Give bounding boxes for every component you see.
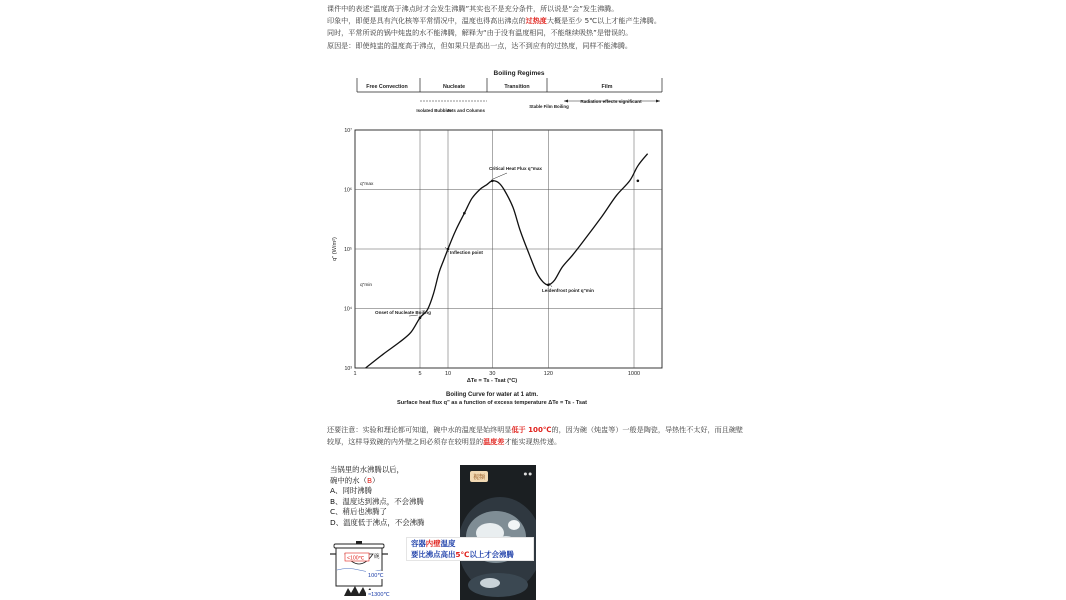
intro-line-1: 课件中的表述“温度高于沸点时才会发生沸腾”其实也不是充分条件，所以说是“会”发生沸腾。 xyxy=(327,4,619,13)
subregime-stable-film: Stable Film Boiling xyxy=(529,104,569,109)
water-temp-label: 100℃ xyxy=(368,573,384,579)
figure-caption-2: Surface heat flux q" as a function of excess temperature ΔTe = Ts - Tsat xyxy=(397,400,587,406)
y-marker-qmax: q"max xyxy=(360,182,374,187)
boiling-curve-line xyxy=(366,154,648,368)
x-tick-label: 1 xyxy=(353,371,357,377)
regime-free-convection: Free Convection xyxy=(366,84,408,90)
annotation-inflection: Inflection point xyxy=(450,250,483,255)
x-tick-label: 5 xyxy=(418,371,422,377)
record-dots-icon: ● ● xyxy=(523,471,532,476)
x-tick-label: 10 xyxy=(444,371,452,377)
superheat-highlight: 过热度 xyxy=(525,16,547,26)
subregime-jets-columns: Jets and Columns xyxy=(447,108,485,113)
chart-title: Boiling Regimes xyxy=(493,70,545,77)
figure-caption-1: Boiling Curve for water at 1 atm. xyxy=(445,392,539,398)
x-tick-label: 1000 xyxy=(627,371,641,377)
annotation-chf: Critical Heat Flux q"max xyxy=(489,166,542,171)
x-axis-label: ΔTe = Ts - Tsat (°C) xyxy=(466,378,518,384)
video-badge: 视频 xyxy=(470,471,488,482)
y-tick-label: 10⁵ xyxy=(344,247,352,253)
nucleate-point xyxy=(463,212,466,215)
photo-caption-line-1: 容器内壁温度 xyxy=(411,539,456,548)
intro-line-4: 原因是：即使炖盅的温度高于沸点，但如果只是高出一点，达不到应有的过热度，同样不能沸腾。 xyxy=(327,40,633,50)
quiz-option-b: B、温度达到沸点，不会沸腾 xyxy=(330,496,424,506)
regime-nucleate: Nucleate xyxy=(442,84,466,90)
subregime-radiation: Radiation effects significant xyxy=(580,99,642,104)
y-tick-label: 10⁶ xyxy=(344,187,352,194)
photo-caption xyxy=(406,537,534,561)
pot-lid-icon xyxy=(334,544,384,548)
intro-paragraph xyxy=(327,3,747,52)
annotation-leidenfrost: Leidenfrost point q"min xyxy=(542,288,594,293)
film-point xyxy=(637,180,640,183)
y-tick-label: 10³ xyxy=(344,366,352,372)
quiz-option-d: D、温度低于沸点，不会沸腾 xyxy=(330,517,425,527)
chf-point xyxy=(491,180,494,183)
quiz-option-c: C、稍后也沸腾了 xyxy=(330,507,387,517)
intro-line-3: 同时，平常所说的锅中炖盅的水不能沸腾，解释为“由于没有温度相同，不能继续吸热”是错误的。 xyxy=(327,28,633,38)
boiling-curve-figure xyxy=(327,64,667,409)
boiling-curve-chart xyxy=(327,64,667,409)
subregime-isolated-bubbles: Isolated Bubbles xyxy=(416,108,452,113)
y-axis-label: q" (W/m²) xyxy=(332,237,338,261)
quiz-question-line-2: 碗中的水（B） xyxy=(330,475,380,485)
quiz-question-line-1: 当锅里的水沸腾以后， xyxy=(330,465,404,474)
y-tick-label: 10⁴ xyxy=(344,306,352,313)
bowl-temp-label: <100℃ xyxy=(347,555,365,562)
photo-caption-line-2: 要比沸点高出5℃以上才会沸腾 xyxy=(411,550,514,559)
quiz-option-a: A、同时沸腾 xyxy=(330,486,373,496)
y-marker-qmin: q"min xyxy=(360,283,373,288)
fire-temp-label: ≈1300℃ xyxy=(368,592,390,598)
regime-film: Film xyxy=(601,84,613,90)
quiz-answer: B xyxy=(366,475,373,485)
leidenfrost-point xyxy=(547,284,550,287)
temp-diff-highlight: 温度差 xyxy=(483,437,505,447)
boiling-photo-icon xyxy=(460,465,536,600)
note-paragraph: 还要注意：实验和理论都可知道，碗中水的温度是始终明显低于 100℃的，因为碗（炖盅等）一般是陶瓷，导热性不太好，而且碗壁较厚，这样导致碗的内外壁之间必须存在较明显的温度差才能实现热传递。 xyxy=(327,425,744,447)
boiling-video-frame[interactable] xyxy=(460,465,536,600)
x-tick-label: 30 xyxy=(489,371,496,377)
annotation-onset: Onset of Nucleate Boiling xyxy=(375,310,431,315)
intro-line-2: 印象中，即便是具有汽化核等平常情况中，温度也得高出沸点的过热度大概是至少 5℃以上才能产生沸腾。 xyxy=(327,16,661,26)
y-tick-label: 10⁷ xyxy=(344,128,352,134)
onset-point xyxy=(419,316,422,319)
bowl-label: 碗 xyxy=(374,554,380,560)
regime-transition: Transition xyxy=(504,84,530,90)
x-tick-label: 120 xyxy=(543,371,553,377)
below-100-highlight: 低于 100℃ xyxy=(511,425,552,434)
